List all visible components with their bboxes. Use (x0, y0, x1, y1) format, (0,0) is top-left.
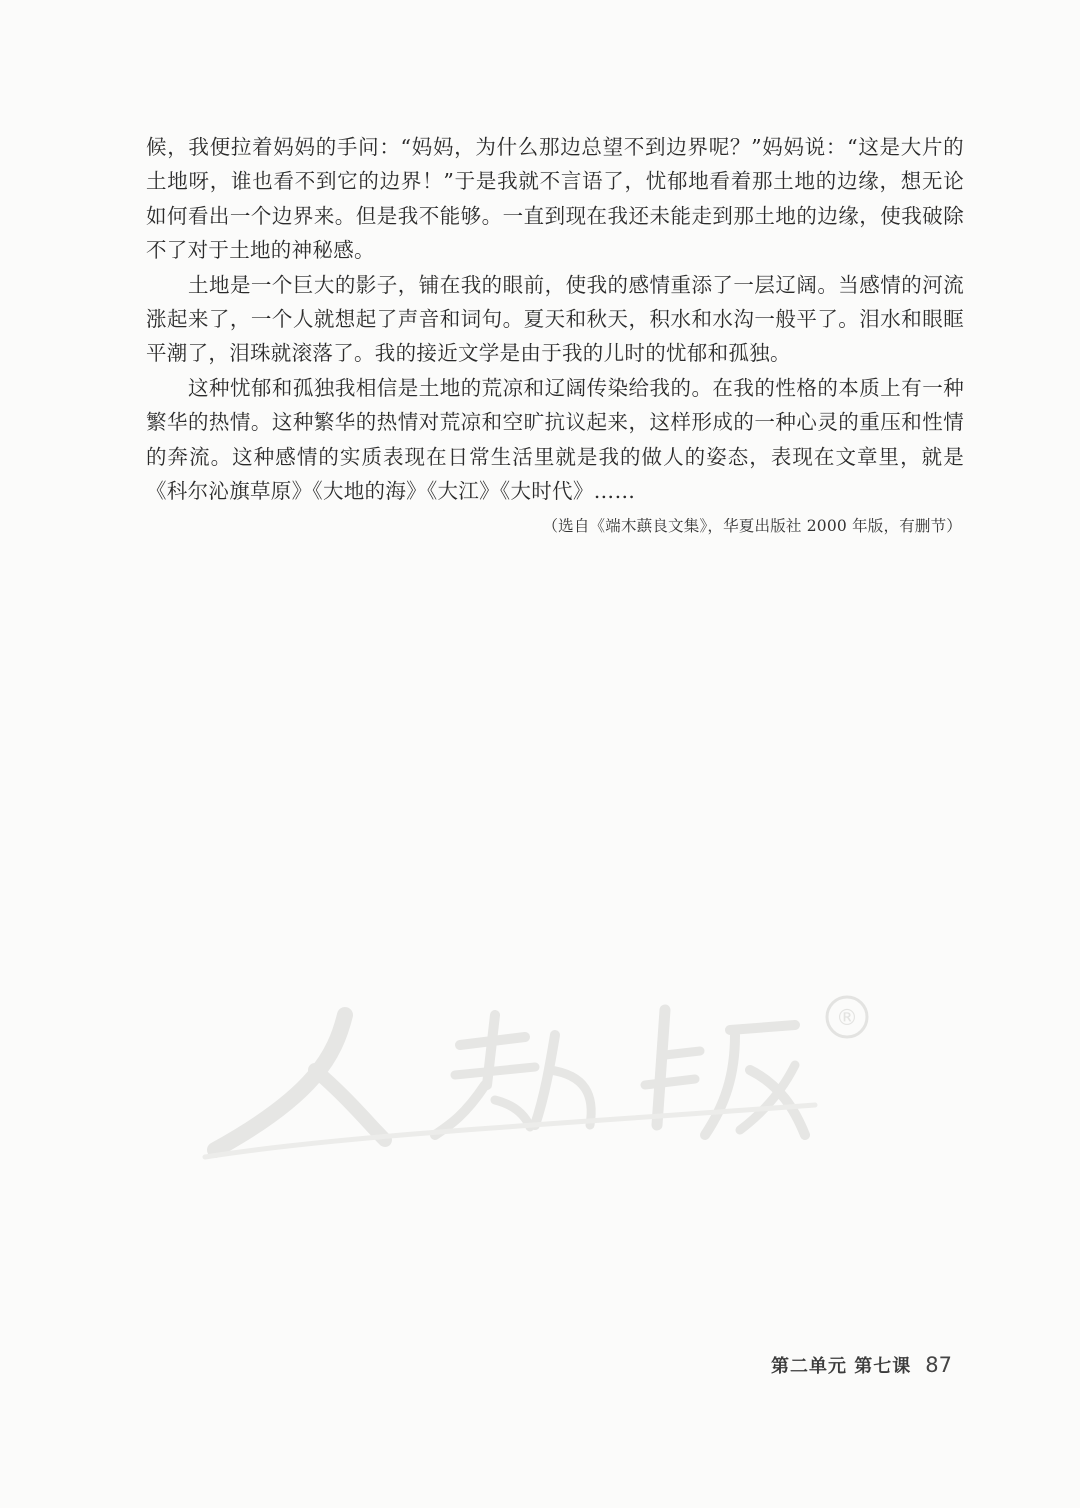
page-number: 87 (925, 1353, 952, 1377)
page-footer (771, 1352, 952, 1378)
registered-mark: ® (836, 1006, 858, 1031)
paragraph: 这种忧郁和孤独我相信是土地的荒凉和辽阔传染给我的。在我的性格的本质上有一种繁华的热情。这种繁华的热情对荒凉和空旷抗议起来，这样形成的一种心灵的重压和性情的奔流。这种感情的实质表现在日常生活里就是我的做人的姿态，表现在文章里，就是《科尔沁旗草原》《大地的海》《大江》《大时代》…… (146, 375, 964, 504)
publisher-watermark-logo (195, 975, 895, 1175)
paragraph-continued: 候，我便拉着妈妈的手问：“妈妈，为什么那边总望不到边界呢？”妈妈说：“这是大片的土地呀，谁也看不到它的边界！”于是我就不言语了，忧郁地看着那土地的边缘，想无论如何看出一个边界来。但是我不能够。一直到现在我还未能走到那土地的边缘，使我破除不了对于土地的神秘感。 (146, 135, 964, 263)
source-citation: （选自《端木蕻良文集》，华夏出版社 2000 年版，有删节） (542, 517, 962, 535)
body-text (146, 130, 964, 508)
unit-lesson-label: 第二单元 第七课 (770, 1356, 912, 1377)
paragraph: 土地是一个巨大的影子，铺在我的眼前，使我的感情重添了一层辽阔。当感情的河流涨起来了，一个人就想起了声音和词句。夏天和秋天，积水和水沟一般平了。泪水和眼眶平潮了，泪珠就滚落了。我的接近文学是由于我的儿时的忧郁和孤独。 (146, 272, 964, 366)
